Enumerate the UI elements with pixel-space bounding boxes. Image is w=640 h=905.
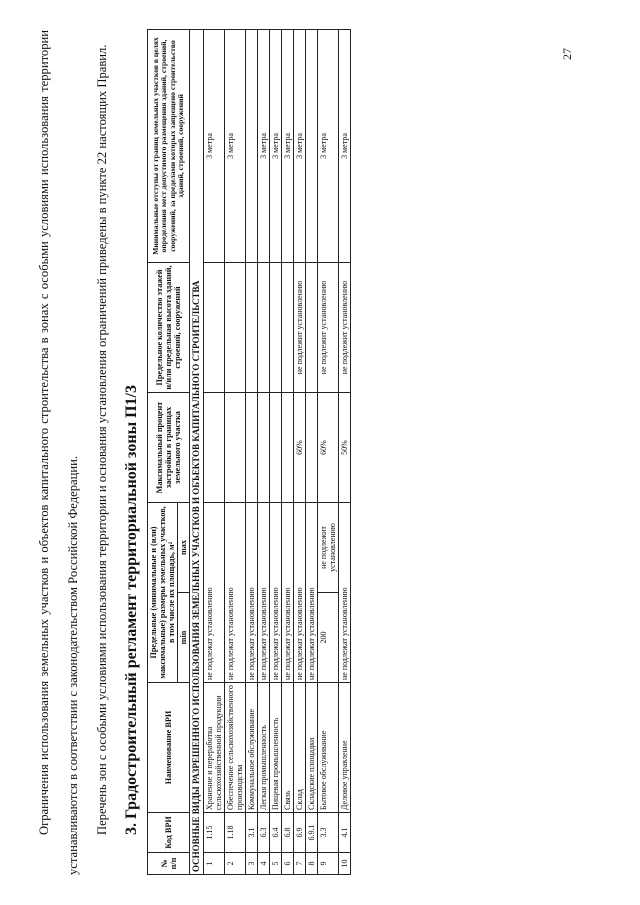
cell-floors — [258, 263, 270, 393]
cell-floors: не подлежит установлению — [318, 263, 339, 393]
section-heading: 3. Градостроительный регламент территориальной зоны П1/3 — [123, 385, 140, 835]
cell-code: 6.9 — [294, 813, 306, 853]
cell-code: 4.1 — [339, 813, 351, 853]
cell-num: 4 — [258, 853, 270, 875]
cell-floors — [282, 263, 294, 393]
header-max: max — [178, 503, 190, 593]
cell-size: не подлежат установлению — [294, 503, 306, 683]
header-code: Код ВРИ — [148, 813, 190, 853]
cell-setback: 3 метра — [282, 30, 294, 263]
cell-percent: 50% — [339, 393, 351, 503]
table-row — [318, 30, 339, 875]
cell-code: 6.8 — [282, 813, 294, 853]
cell-floors — [306, 263, 318, 393]
cell-num: 10 — [339, 853, 351, 875]
cell-max: не подлежит установлению — [318, 503, 339, 593]
cell-size: не подлежат установлению — [258, 503, 270, 683]
cell-code: 1.18 — [225, 813, 246, 853]
cell-floors — [204, 263, 225, 393]
cell-percent: 60% — [294, 393, 306, 503]
cell-name: Деловое управление — [339, 683, 351, 813]
cell-name: Бытовое обслуживание — [318, 683, 339, 813]
table-row — [225, 30, 246, 875]
table-row — [306, 30, 318, 875]
cell-name: Пищевая промышленность — [270, 683, 282, 813]
cell-percent — [204, 393, 225, 503]
cell-floors — [246, 263, 258, 393]
cell-name: Обеспечение сельскохозяйственного производства — [225, 683, 246, 813]
table-row — [339, 30, 351, 875]
cell-setback: 3 метра — [339, 30, 351, 263]
cell-floors — [225, 263, 246, 393]
paragraph-zones-list: Перечень зон с особыми условиями использования территории и основания установления ограничений приведены в пункте 22 настоящих Правил. — [95, 44, 109, 835]
cell-percent — [282, 393, 294, 503]
section-row: ОСНОВНЫЕ ВИДЫ РАЗРЕШЕННОГО ИСПОЛЬЗОВАНИЯ ЗЕМЕЛЬНЫХ УЧАСТКОВ И ОБЪЕКТОВ КАПИТАЛЬНОГО СТРОИТЕЛЬСТВА — [190, 30, 204, 875]
cell-size: не подлежат установлению — [225, 503, 246, 683]
cell-setback: 3 метра — [294, 30, 306, 263]
paragraph-restrictions: Ограничения использования земельных участков и объектов капитального строительства в зонах с особыми условиями использования территории устанавливаются в соответствии с законодательством Российской Федерации. — [37, 30, 80, 875]
cell-num: 6 — [282, 853, 294, 875]
cell-num: 5 — [270, 853, 282, 875]
cell-name: Связь — [282, 683, 294, 813]
header-floors: Предельное количество этажей и/или предельная высота зданий, строений, сооружений — [148, 263, 190, 393]
cell-code: 3.3 — [318, 813, 339, 853]
cell-percent — [246, 393, 258, 503]
cell-num: 9 — [318, 853, 339, 875]
header-setback: Минимальные отступы от границ земельных участков в целях определения мест допустимого размещения зданий, строений, сооружений, за пределами которых запрещено строительство зданий, строений, сооружений — [148, 30, 190, 263]
cell-num: 3 — [246, 853, 258, 875]
cell-num: 7 — [294, 853, 306, 875]
cell-size: не подлежат установлению — [306, 503, 318, 683]
cell-size: не подлежат установлению — [204, 503, 225, 683]
table-row — [270, 30, 282, 875]
table-row — [294, 30, 306, 875]
header-num: № п/п — [148, 853, 190, 875]
cell-name: Складские площадки — [306, 683, 318, 813]
cell-percent — [225, 393, 246, 503]
cell-floors: не подлежит установлению — [339, 263, 351, 393]
cell-percent — [258, 393, 270, 503]
header-size: Предельные (минимальные и (или) максимальные) размеры земельных участков, в том числе их площадь, м² — [148, 503, 178, 683]
cell-floors — [270, 263, 282, 393]
cell-percent — [270, 393, 282, 503]
cell-setback: 3 метра — [204, 30, 225, 263]
cell-setback — [306, 30, 318, 263]
cell-code: 1.15 — [204, 813, 225, 853]
header-min: min — [178, 593, 190, 683]
cell-name: Склад — [294, 683, 306, 813]
cell-size: не подлежат установлению — [339, 503, 351, 683]
table-row — [246, 30, 258, 875]
cell-setback — [246, 30, 258, 263]
cell-setback: 3 метра — [258, 30, 270, 263]
table-row — [204, 30, 225, 875]
header-percent: Максимальный процент застройки в границах земельного участка — [148, 393, 190, 503]
cell-num: 8 — [306, 853, 318, 875]
cell-code: 6.9.1 — [306, 813, 318, 853]
cell-floors: не подлежит установлению — [294, 263, 306, 393]
rotated-page-content — [30, 30, 590, 875]
cell-name: Коммунальное обслуживание — [246, 683, 258, 813]
cell-setback: 3 метра — [270, 30, 282, 263]
cell-name: Легкая промышленность — [258, 683, 270, 813]
table-row — [282, 30, 294, 875]
cell-percent: 60% — [318, 393, 339, 503]
cell-setback: 3 метра — [318, 30, 339, 263]
cell-percent — [306, 393, 318, 503]
cell-code: 6.4 — [270, 813, 282, 853]
cell-num: 2 — [225, 853, 246, 875]
header-name: Наименование ВРИ — [148, 683, 190, 813]
regulation-table — [147, 29, 351, 875]
cell-code: 6.3 — [258, 813, 270, 853]
page-number: 27 — [560, 48, 574, 60]
table-row — [258, 30, 270, 875]
cell-size: не подлежат установлению — [282, 503, 294, 683]
cell-size: не подлежат установлению — [246, 503, 258, 683]
cell-name: Хранение и переработка сельскохозяйственной продукции — [204, 683, 225, 813]
cell-num: 1 — [204, 853, 225, 875]
cell-min: 200 — [318, 593, 339, 683]
cell-setback: 3 метра — [225, 30, 246, 263]
cell-size: не подлежат установлению — [270, 503, 282, 683]
cell-code: 3.1 — [246, 813, 258, 853]
